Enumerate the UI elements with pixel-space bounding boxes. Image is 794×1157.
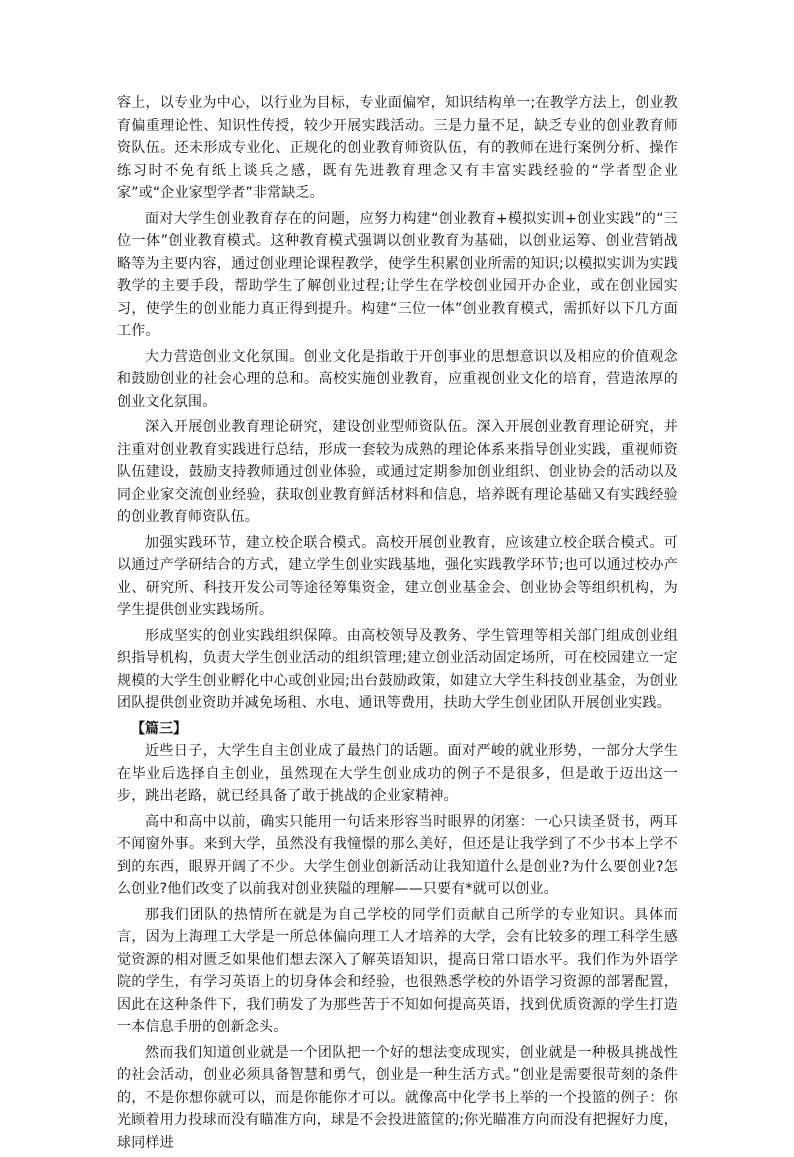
paragraph: 然而我们知道创业就是一个团队把一个好的想法变成现实，创业就是一种极具挑战性的社会活动，创业必须具备智慧和勇气，创业是一种生活方式。”创业是需要很苛刻的条件的，不是你想你就可以，而是你能你才可以。就像高中化学书上举的一个投篮的例子：你光顾着用力投球而没有瞄准方向，球是不会投进篮筐的;你光瞄准方向而没有把握好力度，球同样进: [117, 1044, 678, 1151]
document-body: [117, 92, 678, 1157]
section-heading: 【篇三】: [131, 720, 187, 737]
paragraph: 形成坚实的创业实践组织保障。由高校领导及教务、学生管理等相关部门组成创业组织指导机构，负责大学生创业活动的组织管理;建立创业活动固定场所，可在校园建立一定规模的大学生创业孵化中心或创业园;出台鼓励政策，如建立大学生科技创业基金，为创业团队提供创业资助并减免场租、水电、通讯等费用，扶助大学生创业团队开展创业实践。: [117, 627, 678, 711]
paragraph: 大力营造创业文化氛围。创业文化是指敢于开创事业的思想意识以及相应的价值观念和鼓励创业的社会心理的总和。高校实施创业教育，应重视创业文化的培育，营造浓厚的创业文化氛围。: [117, 348, 678, 410]
paragraph: 那我们团队的热情所在就是为自己学校的同学们贡献自己所学的专业知识。具体而言，因为上海理工大学是一所总体偏向理工人才培养的大学，会有比较多的理工科学生感觉资源的相对匮乏如果他们想去深入了解英语知识，提高日常口语水平。我们作为外语学院的学生，有学习英语上的切身体会和经验，也很熟悉学校的外语学习资源的部署配置，因此在这种条件下，我们萌发了为那些苦于不知如何提高英语，找到优质资源的学生打造一本信息手册的创新念头。: [117, 906, 678, 1035]
paragraph: 高中和高中以前，确实只能用一句话来形容当时眼界的闭塞：一心只读圣贤书，两耳不闻窗外事。来到大学，虽然没有我憧憬的那么美好，但还是让我学到了不少书本上学不到的东西，眼界开阔了不少。大学生创业创新活动让我知道什么是创业?为什么要创业?怎么创业?他们改变了以前我对创业狭隘的理解——只要有*就可以创业。: [117, 813, 678, 897]
paragraph: 加强实践环节，建立校企联合模式。高校开展创业教育，应该建立校企联合模式。可以通过产学研结合的方式，建立学生创业实践基地，强化实践教学环节;也可以通过校办产业、研究所、科技开发公司等途径筹集资金，建立创业基金会、创业协会等组织机构，为学生提供创业实践场所。: [117, 534, 678, 618]
paragraph: 近些日子，大学生自主创业成了最热门的话题。面对严峻的就业形势，一部分大学生在毕业后选择自主创业，虽然现在大学生创业成功的例子不是很多，但是敢于迈出这一步，跳出老路，就已经具备了敢于挑战的企业家精神。: [117, 743, 678, 804]
paragraph: 深入开展创业教育理论研究，建设创业型师资队伍。深入开展创业教育理论研究，并注重对创业教育实践进行总结，形成一套较为成熟的理论体系来指导创业实践，重视师资队伍建设，鼓励支持教师通过创业体验，或通过定期参加创业组织、创业协会的活动以及同企业家交流创业经验，获取创业教育鲜活材料和信息，培养既有理论基础又有实践经验的创业教育师资队伍。: [117, 419, 678, 525]
paragraph: 容上，以专业为中心，以行业为目标，专业面偏窄，知识结构单一;在教学方法上，创业教育偏重理论性、知识性传授，较少开展实践活动。三是力量不足，缺乏专业的创业教育师资队伍。还未形成专业化、正规化的创业教育师资队伍，有的教师在进行案例分析、操作练习时不免有纸上谈兵之感，既有先进教育理念又有丰富实践经验的“学者型企业家”或“企业家型学者”非常缺乏。: [117, 95, 678, 201]
paragraph: 面对大学生创业教育存在的问题，应努力构建“创业教育+模拟实训+创业实践”的“三位一体”创业教育模式。这种教育模式强调以创业教育为基础，以创业运筹、创业营销战略等为主要内容，通过创业理论课程教学，使学生积累创业所需的知识;以模拟实训为实践教学的主要手段，帮助学生了解创业过程;让学生在学校创业园开办企业，或在创业园实习，使学生的创业能力真正得到提升。构建“三位一体”创业教育模式，需抓好以下几方面工作。: [117, 210, 678, 339]
